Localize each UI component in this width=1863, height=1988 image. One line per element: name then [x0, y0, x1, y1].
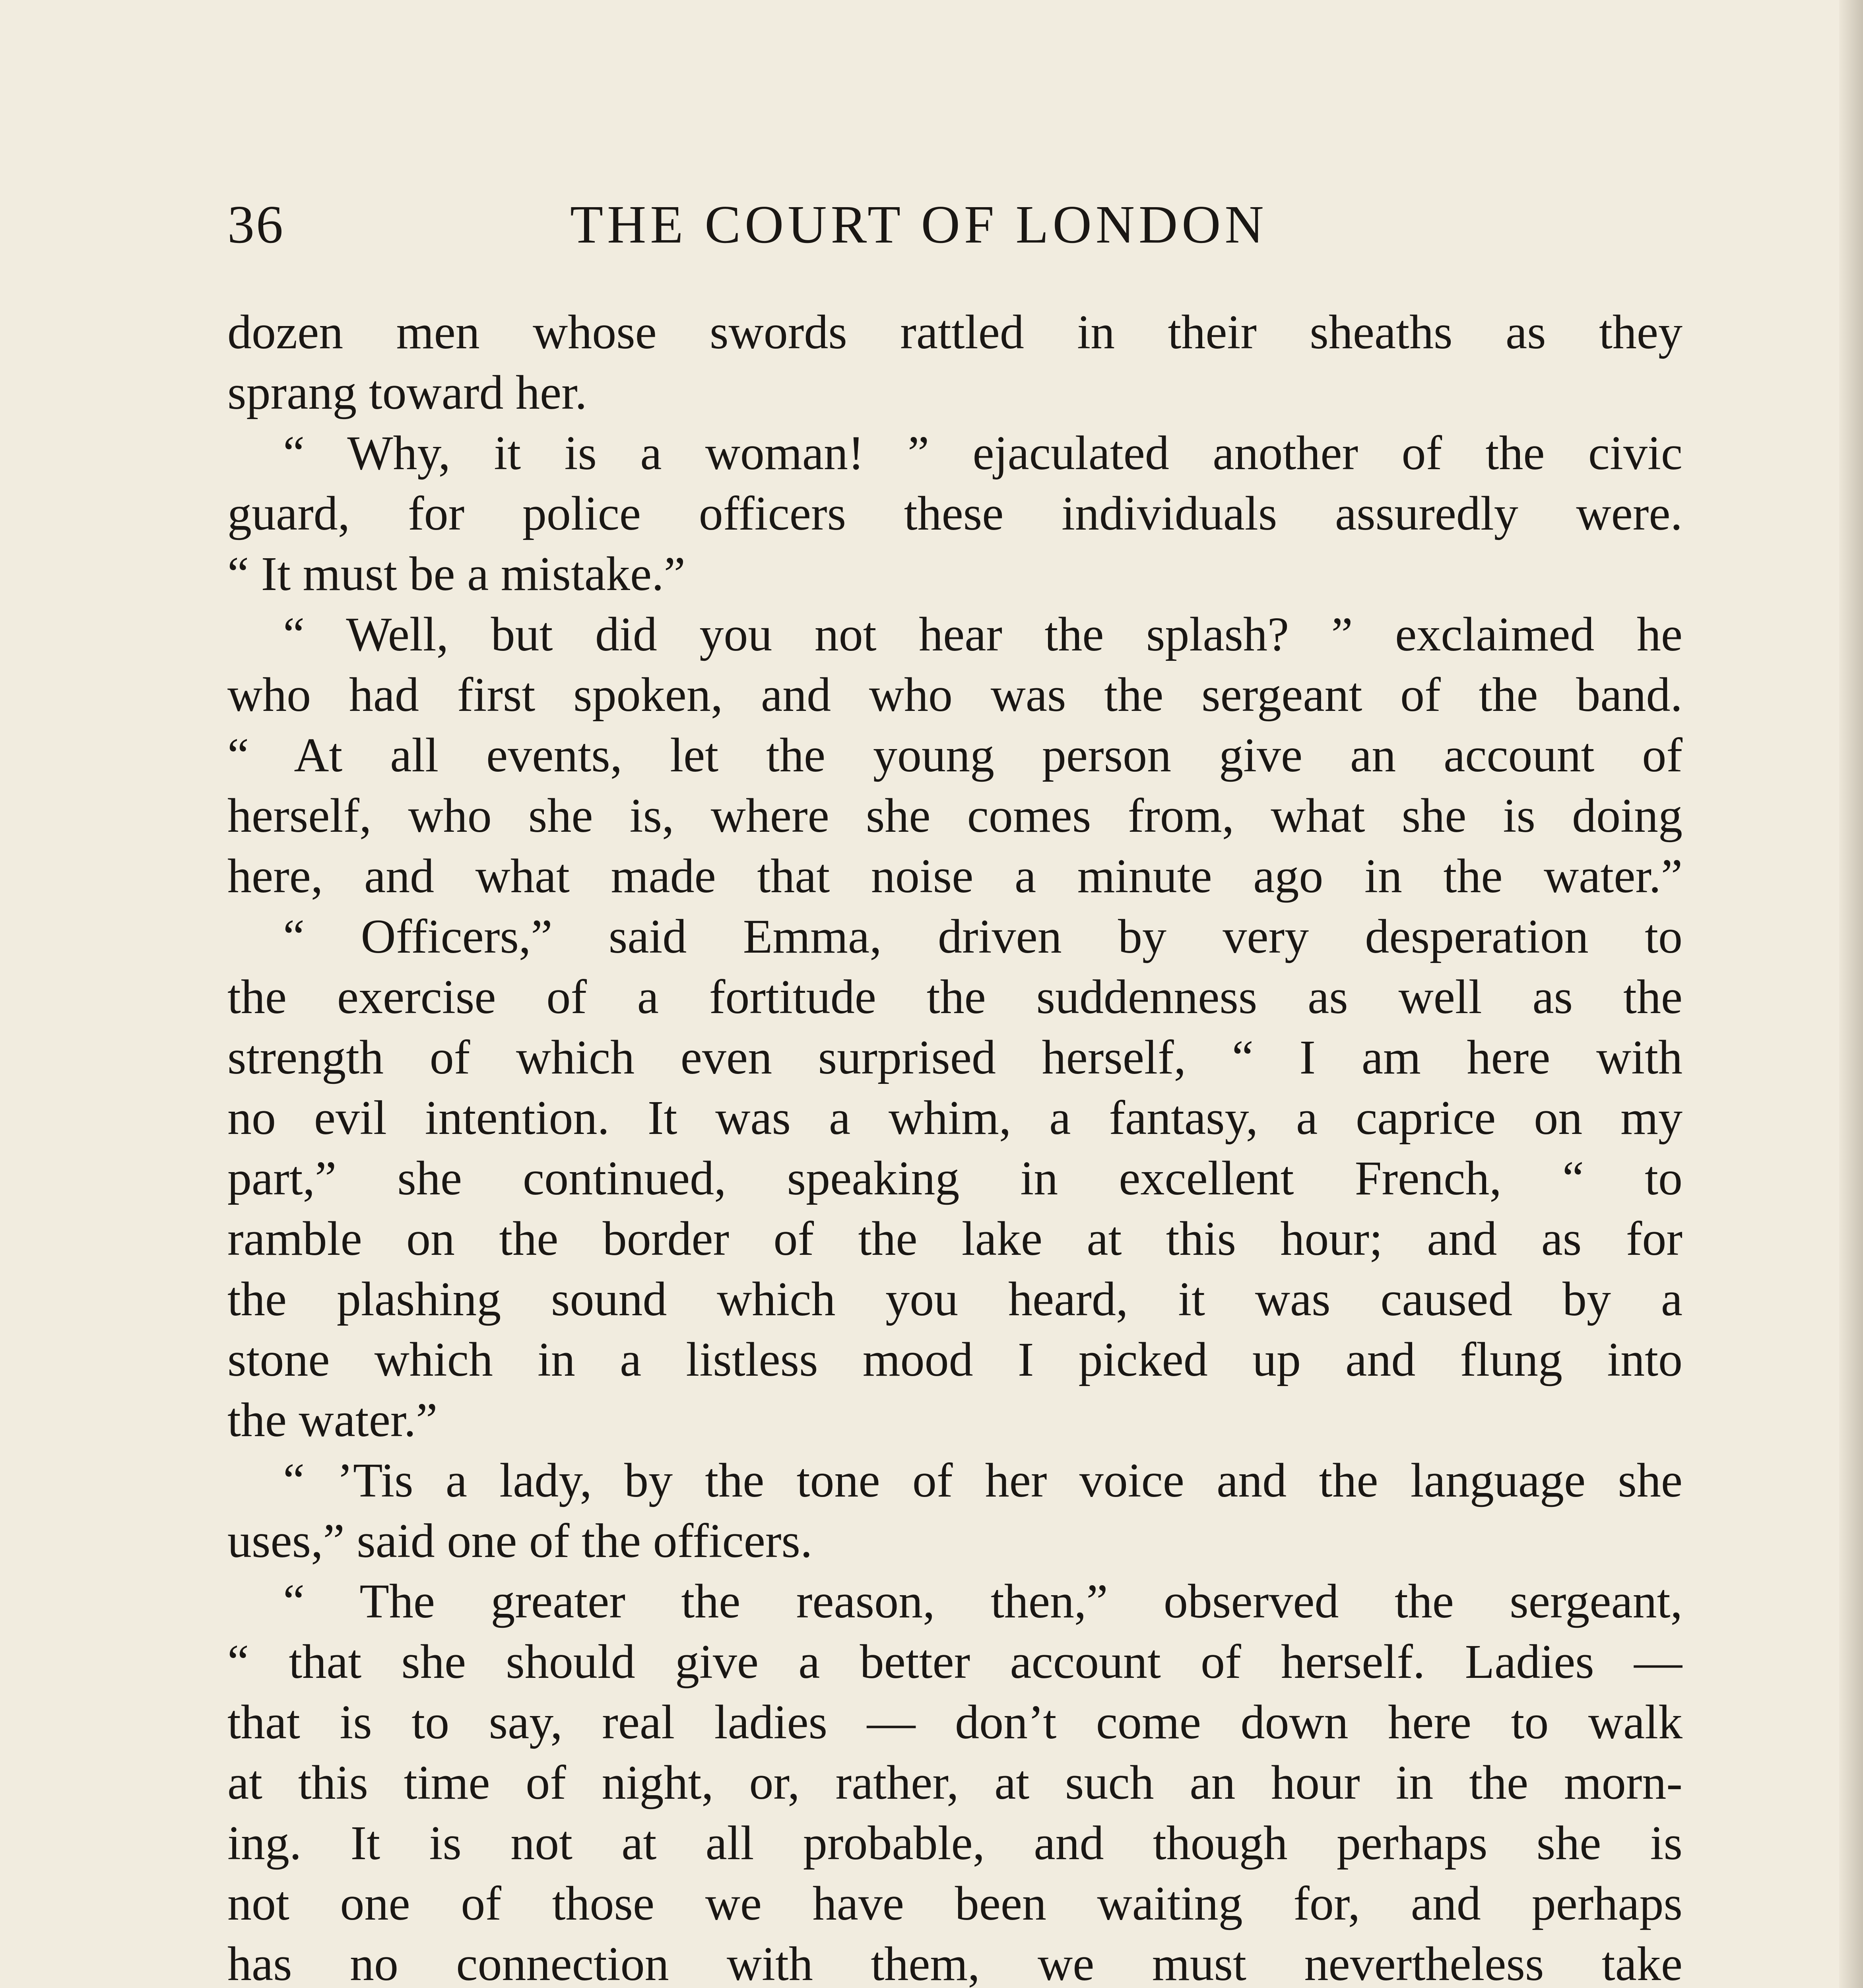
text-line: that is to say, real ladies — don’t come down here to walk — [227, 1695, 1683, 1749]
text-line: “ Why, it is a woman! ” ejaculated another of the civic — [283, 426, 1683, 480]
text-line: “ Officers,” said Emma, driven by very desperation to — [283, 910, 1683, 963]
text-line: “ that she should give a better account of herself. Ladies — — [227, 1635, 1683, 1689]
text-line: not one of those we have been waiting for, and perhaps — [227, 1877, 1683, 1930]
text-line: ing. It is not at all probable, and though perhaps she is — [227, 1816, 1683, 1870]
text-line: who had first spoken, and who was the sergeant of the band. — [227, 668, 1683, 722]
text-line: “ At all events, let the young person give an account of — [227, 728, 1683, 782]
page-edge-shadow — [1839, 0, 1863, 1988]
text-line: strength of which even surprised herself, “ I am here with — [227, 1031, 1683, 1084]
text-line: guard, for police officers these individuals assuredly were. — [227, 487, 1683, 540]
text-line: part,” she continued, speaking in excellent French, “ to — [227, 1151, 1683, 1205]
text-line: stone which in a listless mood I picked up and flung into — [227, 1333, 1683, 1386]
text-line: “ The greater the reason, then,” observed the sergeant, — [283, 1574, 1683, 1628]
text-line: here, and what made that noise a minute ago in the water.” — [227, 849, 1683, 903]
text-line: has no connection with them, we must nevertheless take — [227, 1937, 1683, 1988]
text-line: herself, who she is, where she comes from, what she is doing — [227, 789, 1683, 843]
running-title: THE COURT OF LONDON — [570, 195, 1268, 254]
text-line: at this time of night, or, rather, at such an hour in the morn- — [227, 1756, 1683, 1809]
body-text — [227, 302, 1683, 1988]
text-line: the exercise of a fortitude the suddenness as well as the — [227, 970, 1683, 1024]
text-line: ramble on the border of the lake at this hour; and as for — [227, 1212, 1683, 1266]
page-number: 36 — [227, 195, 285, 254]
running-header — [227, 191, 1683, 258]
text-line: “ It must be a mistake.” — [227, 547, 685, 601]
text-line: “ Well, but did you not hear the splash? ” exclaimed he — [283, 608, 1683, 661]
text-line: dozen men whose swords rattled in their sheaths as they — [227, 305, 1683, 359]
text-line: the plashing sound which you heard, it was caused by a — [227, 1272, 1683, 1326]
text-line: uses,” said one of the officers. — [227, 1514, 813, 1568]
text-line: no evil intention. It was a whim, a fantasy, a caprice on my — [227, 1091, 1683, 1145]
text-line: “ ’Tis a lady, by the tone of her voice and the language she — [283, 1454, 1683, 1507]
text-line: the water.” — [227, 1393, 438, 1447]
text-line: sprang toward her. — [227, 366, 587, 419]
